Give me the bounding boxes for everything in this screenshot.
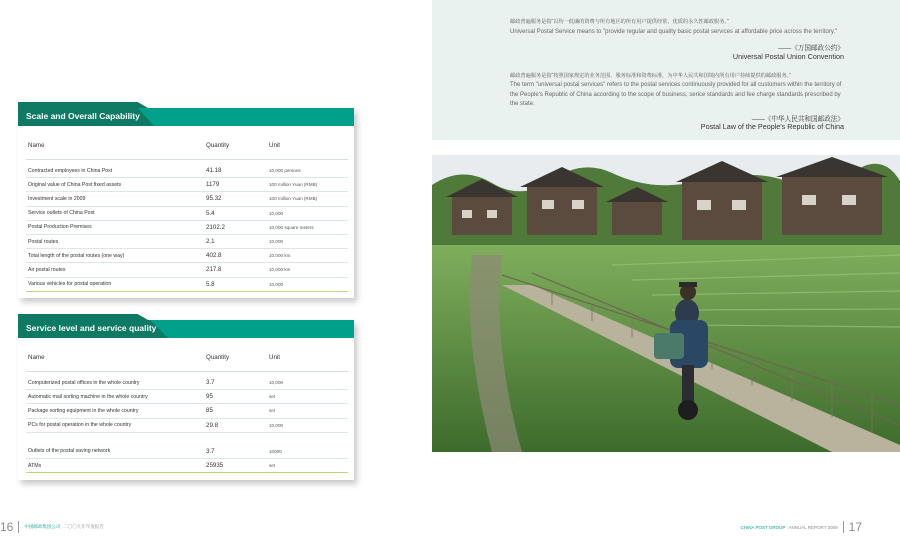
postman-on-bridge-photo — [432, 155, 900, 452]
header-name: Name — [28, 354, 45, 361]
quote-2-source-cn: ——《中华人民共和国邮政法》 — [751, 116, 844, 123]
row-quantity: 5.4 — [206, 209, 215, 217]
row-name: PCs for postal operation in the whole country — [28, 422, 132, 429]
row-name: Postal Production Premises — [28, 224, 92, 231]
footer-divider — [843, 521, 844, 533]
row-name: Air postal routes — [28, 266, 66, 273]
row-name: ATMs — [28, 462, 42, 469]
row-name: Package sorting equipment in the whole country — [28, 407, 139, 414]
left-footer-brand: 中国邮政集团公司 — [24, 524, 61, 529]
quote-2-source-en: Postal Law of the People's Republic of China — [700, 122, 844, 131]
row-quantity: 1179 — [206, 181, 220, 189]
row-quantity: 29.8 — [206, 421, 219, 429]
quote-2-en: The term "universal postal services" refers to the postal services continuously provided for all customers within the territory of the People's Republic of China according to the scope of business, serice standards and fee charge standards prescribed by the state. — [510, 82, 842, 107]
table-row — [26, 390, 348, 404]
row-name: Computerized postal offices in the whole country — [28, 379, 140, 386]
right-page-number: 17 — [848, 520, 862, 534]
row-name: Total length of the postal routes (one way) — [28, 252, 125, 259]
header-name: Name — [28, 142, 45, 149]
row-unit: 10,000 — [269, 422, 284, 428]
row-unit: 10,000 — [269, 281, 284, 287]
row-quantity: 85 — [206, 407, 213, 415]
row-name: Outlets of the postal saving network — [28, 448, 111, 455]
table-row — [26, 263, 348, 277]
left-footer — [0, 520, 104, 534]
right-footer-report: ANNUAL REPORT 2009 — [788, 524, 838, 530]
row-quantity: 95 — [206, 393, 213, 401]
row-name: Contracted employees in China Post — [28, 167, 113, 174]
table-row — [26, 164, 348, 178]
row-unit: set — [269, 463, 276, 469]
row-unit: 10,000 square meters — [269, 224, 314, 230]
quote-1-source-cn: ——《万国邮政公约》 — [778, 45, 844, 52]
table-row — [26, 419, 348, 433]
service-table-header — [26, 344, 348, 372]
row-name: Service outlets of China Post — [28, 210, 95, 217]
row-name: Postal routes — [28, 238, 59, 245]
left-page-number: 16 — [0, 520, 14, 534]
row-unit: 10000 — [269, 448, 282, 454]
scale-table-header — [26, 132, 348, 160]
scale-panel-header — [18, 108, 354, 126]
row-unit: 100 million Yuan (RMB) — [269, 196, 318, 202]
table-row — [26, 404, 348, 418]
row-unit: 10,000 km — [269, 253, 291, 259]
service-rows — [26, 376, 348, 473]
service-panel — [18, 320, 354, 480]
row-unit: 10,000 persons — [269, 168, 301, 174]
table-row — [26, 278, 348, 292]
scale-rows — [26, 164, 348, 292]
row-quantity: 217.8 — [206, 266, 222, 274]
scale-panel — [18, 108, 354, 298]
table-row — [26, 459, 348, 473]
header-unit: Unit — [269, 142, 281, 149]
row-quantity: 25935 — [206, 462, 224, 470]
table-row — [26, 445, 348, 459]
service-panel-header — [18, 320, 354, 338]
row-name: Automatic mail sorting machine in the whole country — [28, 393, 148, 400]
table-row — [26, 207, 348, 221]
row-quantity: 2.1 — [206, 238, 215, 246]
row-quantity: 3.7 — [206, 447, 215, 455]
right-footer-brand: CHINA POST GROUP — [740, 524, 786, 530]
row-unit: set — [269, 408, 276, 414]
table-row — [26, 192, 348, 206]
table-row — [26, 221, 348, 235]
quote-1-en: Universal Postal Service means to "provide regular and quality basic postal services at affordable price across the territory." — [510, 29, 838, 35]
photo-illustration — [432, 155, 900, 452]
right-footer — [741, 520, 863, 534]
row-unit: set — [269, 394, 276, 400]
table-row — [26, 376, 348, 390]
row-unit: 10,000 — [269, 210, 284, 216]
row-quantity: 41.18 — [206, 167, 222, 175]
row-quantity: 3.7 — [206, 379, 215, 387]
row-name: Original value of China Post fixed assets — [28, 181, 122, 188]
row-quantity: 402.8 — [206, 252, 222, 260]
header-quantity: Quantity — [206, 142, 230, 149]
left-page — [0, 0, 430, 537]
row-unit: 10,000 km — [269, 267, 291, 273]
header-unit: Unit — [269, 354, 281, 361]
quote-1-source-en: Universal Postal Union Convention — [732, 52, 844, 61]
scale-section-title: Scale and Overall Capability — [26, 111, 140, 121]
row-quantity: 95.32 — [206, 195, 222, 203]
left-footer-report: 二〇〇九年年度报告 — [63, 524, 104, 529]
table-row — [26, 178, 348, 192]
row-name: Investment scale in 2009 — [28, 195, 86, 202]
service-table — [26, 344, 348, 473]
table-row — [26, 249, 348, 263]
row-unit: 100 million Yuan (RMB) — [269, 182, 318, 188]
header-quantity: Quantity — [206, 354, 230, 361]
quote-1-cn: 邮政普遍服务是指“以均一低廉的资费与所有地区的所有用户提供经常、优质的永久性邮政服务。” — [510, 19, 729, 25]
footer-divider — [18, 521, 19, 533]
scale-table — [26, 132, 348, 292]
row-unit: 10,000 — [269, 380, 284, 386]
service-section-title: Service level and service quality — [26, 323, 157, 333]
row-name: Various vehicles for postal operation — [28, 281, 112, 288]
row-quantity: 2102.2 — [206, 223, 225, 231]
table-row — [26, 235, 348, 249]
row-quantity: 5.8 — [206, 280, 215, 288]
row-unit: 10,000 — [269, 239, 284, 245]
quote-2-cn: 邮政普遍服务是指“按照国家规定的业务范围、服务标准和资费标准，为中华人民共和国境内所有用户持续提供的邮政服务。” — [510, 73, 791, 79]
